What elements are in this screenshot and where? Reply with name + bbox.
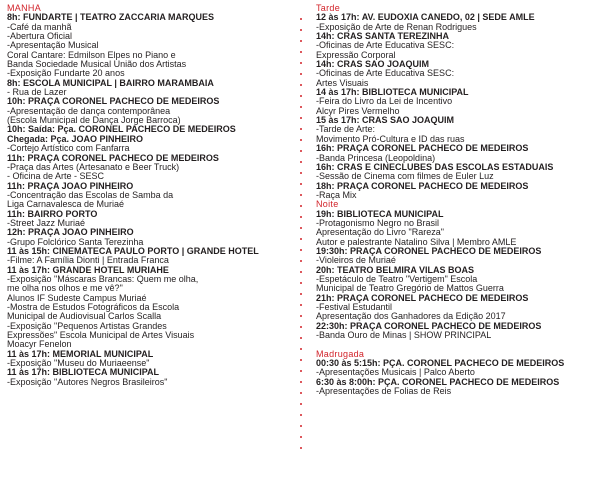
divider-dot bbox=[300, 172, 302, 174]
event-heading: 11 às 17h: BIBLIOTECA MUNICIPAL bbox=[7, 368, 160, 378]
event-detail: -Street Jazz Muriaé bbox=[7, 218, 86, 228]
event-heading: 11h: BAIRRO PORTO bbox=[7, 209, 98, 219]
divider-dot bbox=[300, 403, 302, 405]
event-heading: 11 às 15h: CINEMATECA PAULO PORTO | GRANDE HOTEL bbox=[7, 246, 259, 256]
divider-dot bbox=[300, 40, 302, 42]
event-detail: -Grupo Folclórico Santa Terezinha bbox=[7, 237, 144, 247]
divider-dot bbox=[300, 139, 302, 141]
event-detail: -Praça das Artes (Artesanato e Beer Truck) bbox=[7, 162, 180, 172]
divider-dot bbox=[300, 106, 302, 108]
event-detail: Municipal de Audiovisual Carlos Scalla bbox=[7, 312, 162, 322]
divider-dot bbox=[300, 194, 302, 196]
event-detail: -Concentração das Escolas de Samba da bbox=[7, 190, 174, 200]
event-heading: 11h: PRAÇA JOÃO PINHEIRO bbox=[7, 181, 134, 191]
divider-dot bbox=[300, 62, 302, 64]
event-heading: 11h: PRAÇA CORONEL PACHECO DE MEDEIROS bbox=[7, 153, 219, 163]
event-detail: -Espetáculo de Teatro "Vertigem" Escola bbox=[316, 274, 478, 284]
morning-schedule-column bbox=[7, 4, 295, 387]
event-heading: 18h: PRAÇA CORONEL PACHECO DE MEDEIROS bbox=[316, 181, 529, 191]
divider-dot bbox=[300, 238, 302, 240]
event-detail: -Protagonismo Negro no Brasil bbox=[316, 218, 440, 228]
event-heading: 12h: PRAÇA JOÃO PINHEIRO bbox=[7, 228, 134, 238]
divider-dot bbox=[300, 95, 302, 97]
event-detail: Coral Cantare: Edmilson Elpes no Piano e bbox=[7, 50, 176, 60]
divider-dot bbox=[300, 282, 302, 284]
divider-dot bbox=[300, 447, 302, 449]
divider-dot bbox=[300, 18, 302, 20]
event-heading: Chegada: Pça. JOÃO PINHEIRO bbox=[7, 134, 144, 144]
event-heading: 19h: BIBLIOTECA MUNICIPAL bbox=[316, 209, 444, 219]
divider-dot bbox=[300, 315, 302, 317]
event-detail: - Oficina de Arte - SESC bbox=[7, 172, 105, 182]
divider-dot bbox=[300, 216, 302, 218]
divider-dot bbox=[300, 381, 302, 383]
event-heading: 14 às 17h: BIBLIOTECA MUNICIPAL bbox=[316, 88, 469, 98]
spacer bbox=[316, 340, 596, 349]
event-heading: 10h: Saída: Pça. CORONEL PACHECO DE MEDEIROS bbox=[7, 125, 236, 135]
event-detail: Autor e palestrante Natalino Silva | Membro AMLE bbox=[316, 237, 517, 247]
section-heading: Noite bbox=[316, 200, 339, 210]
divider-dot bbox=[300, 128, 302, 130]
event-detail: (Escola Municipal de Dança Jorge Barroca) bbox=[7, 116, 181, 126]
event-heading: 14h: CRAS SANTA TEREZINHA bbox=[316, 32, 450, 42]
event-detail: -Cortejo Artístico com Fanfarra bbox=[7, 144, 130, 154]
event-detail: me olha nos olhos e me vê?" bbox=[7, 284, 123, 294]
event-heading: 12 às 17h: AV. EUDÓXIA CANÊDO, 02 | SEDE AMLE bbox=[316, 13, 535, 23]
divider-dot bbox=[300, 84, 302, 86]
event-detail: -Oficinas de Arte Educativa SESC: bbox=[316, 69, 455, 79]
divider-dot bbox=[300, 183, 302, 185]
event-heading: 8h: FUNDARTE | TEATRO ZACCARIA MARQUES bbox=[7, 13, 215, 23]
event-detail: -Festival Estudantil bbox=[316, 303, 393, 312]
event-detail: Apresentação dos Ganhadores da Edição 2017 bbox=[316, 312, 506, 322]
event-detail: -Tarde de Arte: bbox=[316, 125, 376, 135]
event-detail: -Banda Princesa (Leopoldina) bbox=[316, 153, 436, 163]
event-detail: -Exposição "Museu do Muriaeense" bbox=[7, 359, 150, 369]
divider-dot bbox=[300, 73, 302, 75]
event-heading: 16h: PRAÇA CORONEL PACHECO DE MEDEIROS bbox=[316, 144, 529, 154]
event-heading: 22:30h: PRAÇA CORONEL PACHECO DE MEDEIROS bbox=[316, 321, 542, 331]
event-detail: -Raça Mix bbox=[316, 190, 357, 200]
event-detail: -Apresentações Musicais | Palco Aberto bbox=[316, 368, 475, 378]
event-heading: 11 às 17h: MEMORIAL MUNICIPAL bbox=[7, 349, 154, 359]
event-detail: Expressão Corporal bbox=[316, 50, 396, 60]
event-heading: 8h: ESCOLA MUNICIPAL | BAIRRO MARAMBAIA bbox=[7, 78, 214, 88]
divider-dot bbox=[300, 260, 302, 262]
event-heading: 11 às 17h: GRANDE HOTEL MURIAHE bbox=[7, 265, 169, 275]
event-detail: Expressões" Escola Municipal de Artes Visuais bbox=[7, 331, 195, 341]
event-detail: Moacyr Fenelon bbox=[7, 340, 72, 350]
event-detail: -Exposição "Autores Negros Brasileiros" bbox=[7, 377, 168, 387]
event-detail: -Café da manhã bbox=[7, 22, 72, 32]
event-detail: -Exposição de Arte de Renan Rodrigues bbox=[316, 22, 477, 32]
event-heading: 6:30 às 8:00h: PÇA. CORONEL PACHECO DE MEDEIROS bbox=[316, 377, 560, 387]
event-heading: 10h: PRAÇA CORONEL PACHECO DE MEDEIROS bbox=[7, 97, 220, 107]
divider-dot bbox=[300, 337, 302, 339]
event-detail: - Rua de Lazer bbox=[7, 88, 67, 98]
event-detail: -Exposição "Máscaras Brancas: Quem me olha, bbox=[7, 274, 199, 284]
divider-dot bbox=[300, 392, 302, 394]
event-detail: Movimento Pró-Cultura e ID das ruas bbox=[316, 134, 465, 144]
event-detail: -Feira do Livro da Lei de Incentivo bbox=[316, 97, 453, 107]
divider-dot bbox=[300, 359, 302, 361]
event-heading: 15 às 17h: CRAS SÃO JOAQUIM bbox=[316, 116, 455, 126]
event-detail: Alunos IF Sudeste Campus Muriaé bbox=[7, 293, 147, 303]
divider-dot bbox=[300, 425, 302, 427]
divider-dot bbox=[300, 304, 302, 306]
divider-dot bbox=[300, 249, 302, 251]
event-heading: 21h: PRAÇA CORONEL PACHECO DE MEDEIROS bbox=[316, 293, 529, 303]
event-detail: -Mostra de Estudos Fotográficos da Escola bbox=[7, 303, 180, 312]
event-heading: 00:30 às 5:15h: PÇA. CORONEL PACHECO DE MEDEIROS bbox=[316, 359, 565, 369]
event-detail: Alcyr Pires Vermelho bbox=[316, 106, 400, 116]
event-detail: -Oficinas de Arte Educativa SESC: bbox=[316, 41, 455, 51]
divider-dot bbox=[300, 227, 302, 229]
event-heading: 16h: CRAS E CINECLUBES DAS ESCOLAS ESTADUAIS bbox=[316, 162, 554, 172]
event-detail: -Apresentação de dança contemporânea bbox=[7, 106, 171, 116]
divider-dot bbox=[300, 436, 302, 438]
event-detail: -Sessão de Cinema com filmes de Euler Luz bbox=[316, 172, 494, 182]
divider-dot bbox=[300, 150, 302, 152]
event-detail: -Apresentação Musical bbox=[7, 41, 99, 51]
event-detail: -Filme: A Família Dionti | Entrada Franca bbox=[7, 256, 169, 266]
event-detail: -Violeiros de Muriaé bbox=[316, 256, 396, 266]
divider-dot bbox=[300, 293, 302, 295]
section-heading: Madrugada bbox=[316, 349, 365, 359]
divider-dot bbox=[300, 414, 302, 416]
event-detail: -Abertura Oficial bbox=[7, 32, 73, 42]
event-heading: 20h: TEATRO BELMIRA VILAS BOAS bbox=[316, 265, 475, 275]
divider-dot bbox=[300, 271, 302, 273]
dotted-divider bbox=[300, 18, 302, 458]
divider-dot bbox=[300, 117, 302, 119]
event-detail: Banda Sociedade Musical União dos Artistas bbox=[7, 60, 187, 70]
divider-dot bbox=[300, 29, 302, 31]
event-heading: 19:30h: PRAÇA CORONEL PACHECO DE MEDEIROS bbox=[316, 246, 542, 256]
event-detail: -Banda Ouro de Minas | SHOW PRINCIPAL bbox=[316, 331, 492, 341]
event-detail: -Exposição "Pequenos Artistas Grandes bbox=[7, 321, 167, 331]
event-detail: -Exposição Fundarte 20 anos bbox=[7, 69, 125, 79]
section-heading: Tarde bbox=[316, 4, 341, 13]
section-heading: MANHÃ bbox=[7, 4, 42, 13]
divider-dot bbox=[300, 161, 302, 163]
event-detail: Apresentação do Livro "Rareza" bbox=[316, 228, 444, 238]
divider-dot bbox=[300, 370, 302, 372]
divider-dot bbox=[300, 348, 302, 350]
event-detail: Municipal de Teatro Gregório de Mattos Guerra bbox=[316, 284, 504, 294]
divider-dot bbox=[300, 51, 302, 53]
event-detail: Artes Visuais bbox=[316, 78, 369, 88]
afternoon-night-schedule-column bbox=[316, 4, 596, 396]
event-heading: 14h: CRAS SÃO JOAQUIM bbox=[316, 60, 430, 70]
divider-dot bbox=[300, 326, 302, 328]
event-detail: -Apresentações de Folias de Reis bbox=[316, 387, 452, 397]
divider-dot bbox=[300, 205, 302, 207]
event-detail: Liga Carnavalesca de Muriaé bbox=[7, 200, 125, 210]
